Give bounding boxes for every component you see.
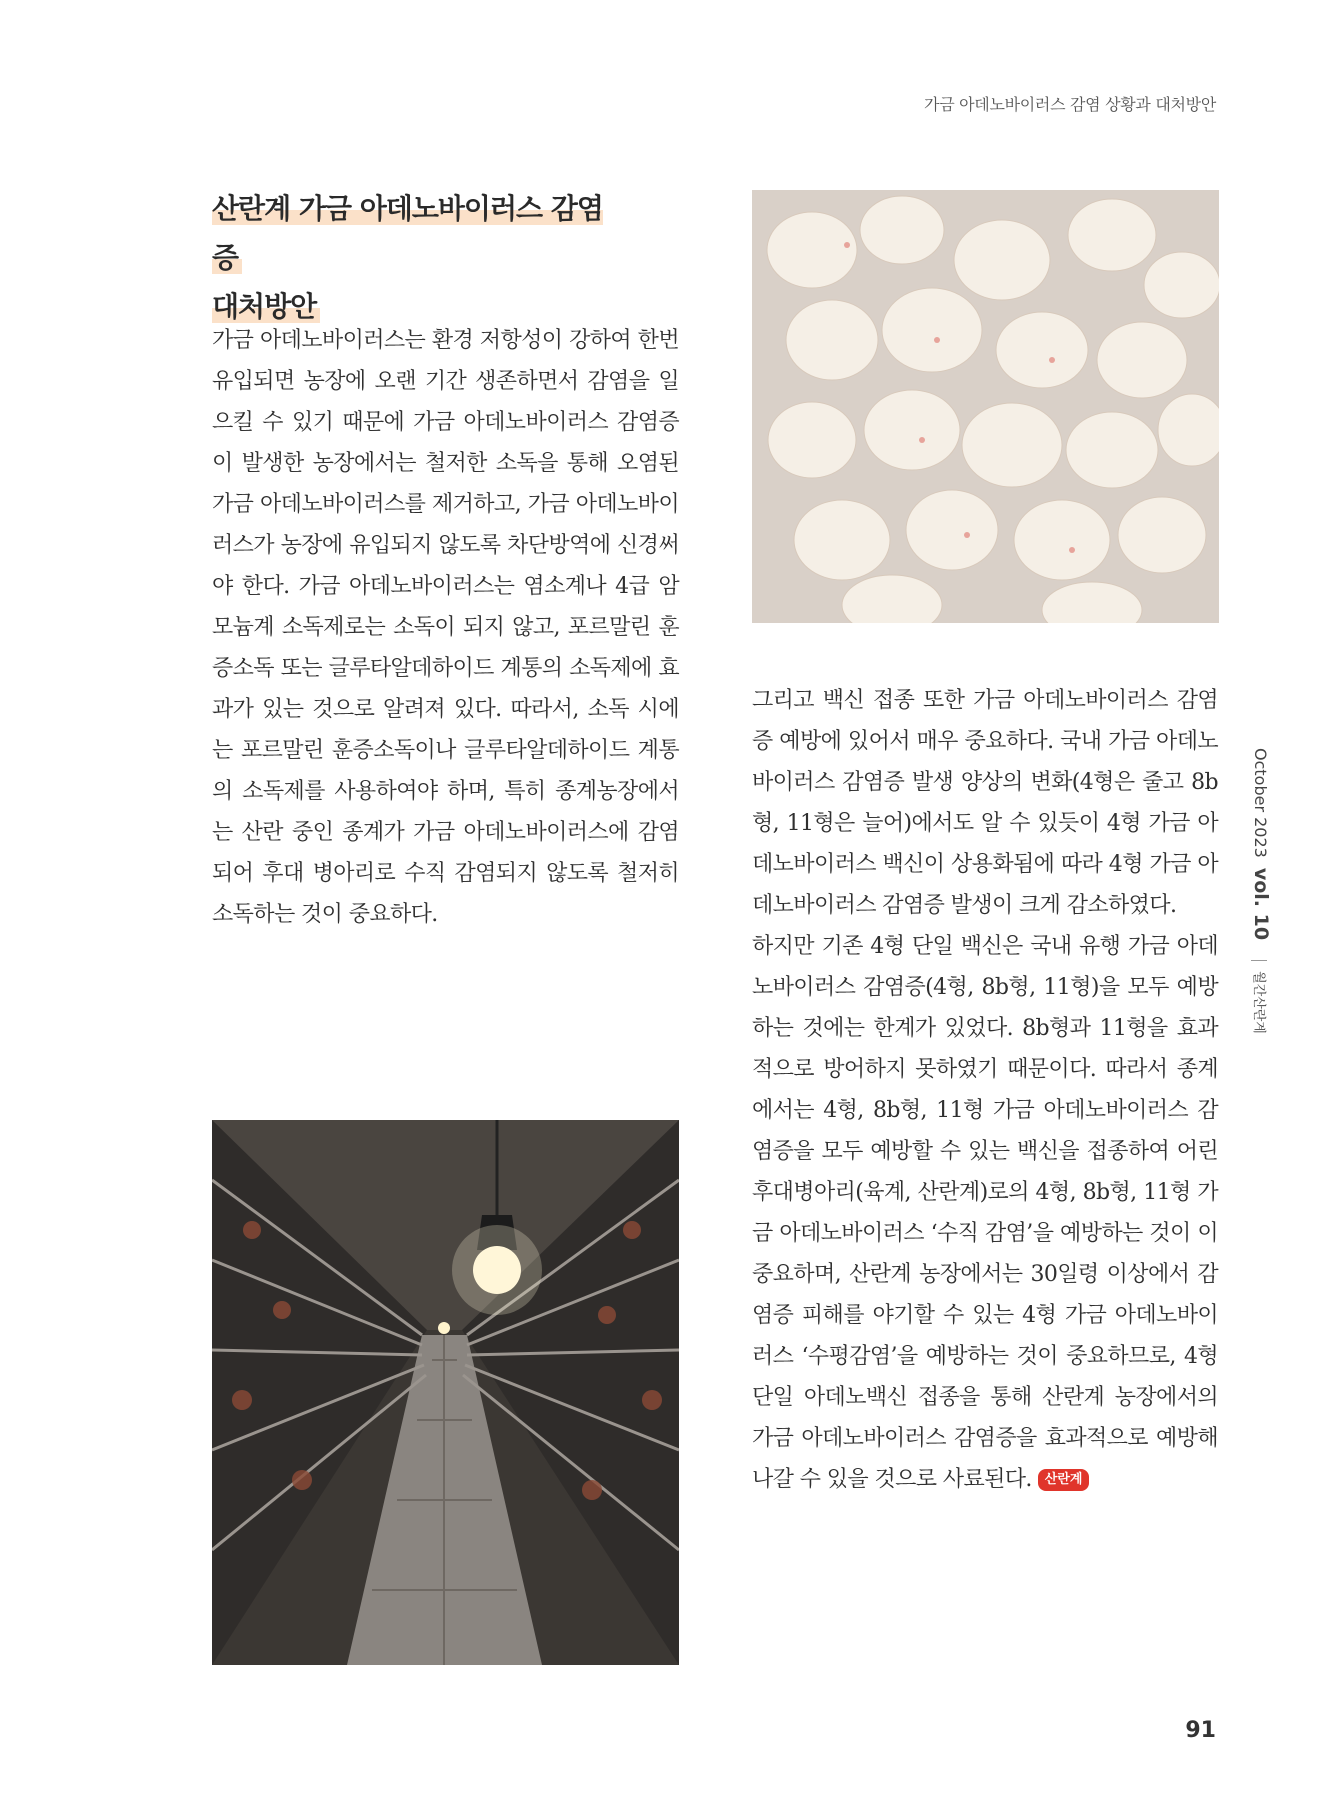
section-title-line2: 대처방안 (212, 290, 320, 323)
right-body-text (752, 680, 1218, 1500)
side-tab-divider (1252, 960, 1268, 961)
side-tab-volume: vol. 10 (1250, 867, 1272, 941)
chicks-illustration (752, 190, 1219, 623)
section-title (212, 184, 632, 331)
right-body-paragraph-2-text: 하지만 기존 4형 단일 백신은 국내 유행 가금 아데노바이러스 감염증(4형, 8b형, 11형)을 모두 예방하는 것에는 한계가 있었다. 8b형과 11형을 효과적으로 방어하지 못하였기 때문이다. 따라서 종계에서는 4형, 8b형, 11형 가금 아데노바이러스 감염증을 모두 예방할 수 있는 백신을 접종하여 어린 후대병아리(육계, 산란계)로의 4형, 8b형, 11형 가금 아데노바이러스 ‘수직 감염’을 예방하는 것이 이 중요하며, 산란계 농장에서는 30일령 이상에서 감염증 피해를 야기할 수 있는 4형 가금 아데노바이러스 ‘수평감염’을 예방하는 것이 중요하므로, 4형 단일 아데노백신 접종을 통해 산란계 농장에서의 가금 아데노바이러스 감염증을 효과적으로 예방해 나갈 수 있을 것으로 사료된다. (752, 934, 1218, 1492)
running-header: 가금 아데노바이러스 감염 상황과 대처방안 (924, 95, 1216, 114)
left-body-paragraph: 가금 아데노바이러스는 환경 저항성이 강하여 한번 유입되면 농장에 오랜 기간 생존하면서 감염을 일으킬 수 있기 때문에 가금 아데노바이러스 감염증이 발생한 농장에서는 철저한 소독을 통해 오염된 가금 아데노바이러스를 제거하고, 가금 아데노바이러스가 농장에 유입되지 않도록 차단방역에 신경써야 한다. 가금 아데노바이러스는 염소계나 4급 암모늄계 소독제로는 소독이 되지 않고, 포르말린 훈증소독 또는 글루타알데하이드 계통의 소독제에 효과가 있는 것으로 알려져 있다. 따라서, 소독 시에는 포르말린 훈증소독이나 글루타알데하이드 계통의 소독제를 사용하여야 하며, 특히 종계농장에서는 산란 중인 종계가 가금 아데노바이러스에 감염되어 후대 병아리로 수직 감염되지 않도록 철저히 소독하는 것이 중요하다. (212, 328, 679, 927)
section-title-line1: 산란계 가금 아데노바이러스 감염증 (212, 192, 603, 274)
side-tab (1250, 748, 1272, 1034)
poultry-house-illustration (212, 1120, 679, 1665)
article-end-mark: 산란계 (1038, 1469, 1090, 1491)
side-tab-issue: October 2023 (1251, 748, 1270, 858)
side-tab-magazine: 월간산란계 (1251, 971, 1266, 1034)
poultry-house-photo (212, 1120, 679, 1665)
page-number: 91 (1185, 1718, 1216, 1743)
chicks-photo (752, 190, 1219, 623)
right-body-paragraph-1: 그리고 백신 접종 또한 가금 아데노바이러스 감염증 예방에 있어서 매우 중요하다. 국내 가금 아데노바이러스 감염증 발생 양상의 변화(4형은 줄고 8b형, 11형은 늘어)에서도 알 수 있듯이 4형 가금 아데노바이러스 백신이 상용화됨에 따라 4형 가금 아데노바이러스 감염증 발생이 크게 감소하였다. (752, 688, 1218, 918)
right-body-paragraph-2 (752, 926, 1218, 1500)
